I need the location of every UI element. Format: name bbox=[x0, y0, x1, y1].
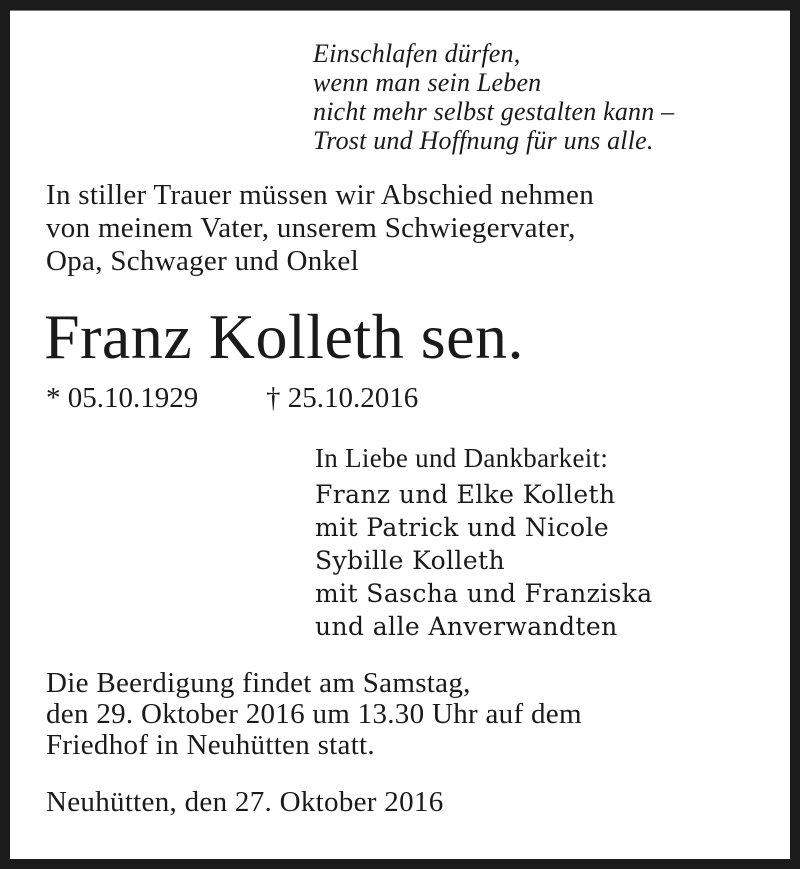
dateline: Neuhütten, den 27. Oktober 2016 bbox=[46, 786, 444, 818]
funeral-line: Die Beerdigung findet am Samstag, bbox=[46, 667, 471, 699]
poem-line: Trost und Hoffnung für uns alle. bbox=[313, 126, 654, 155]
funeral-line: den 29. Oktober 2016 um 13.30 Uhr auf dem bbox=[46, 698, 582, 730]
obituary-notice bbox=[10, 10, 790, 859]
intro-line: von meinem Vater, unserem Schwiegervater, bbox=[46, 212, 576, 244]
birth-date: * 05.10.1929 bbox=[46, 382, 199, 414]
mourner-line: mit Sascha und Franziska bbox=[315, 579, 653, 608]
intro-line: In stiller Trauer müssen wir Abschied nehmen bbox=[46, 179, 595, 211]
mourner-line: Franz und Elke Kolleth bbox=[315, 480, 616, 509]
mourners-heading: In Liebe und Dankbarkeit: bbox=[315, 443, 609, 473]
poem-line: wenn man sein Leben bbox=[313, 68, 542, 97]
funeral-line: Friedhof in Neuhütten statt. bbox=[46, 729, 375, 761]
poem-line: nicht mehr selbst gestalten kann – bbox=[313, 97, 675, 126]
death-date: † 25.10.2016 bbox=[266, 382, 419, 414]
mourner-line: mit Patrick und Nicole bbox=[315, 513, 610, 542]
poem-line: Einschlafen dürfen, bbox=[313, 39, 521, 68]
deceased-name: Franz Kolleth sen. bbox=[44, 301, 524, 372]
mourner-line: und alle Anverwandten bbox=[315, 612, 618, 641]
intro-line: Opa, Schwager und Onkel bbox=[46, 245, 359, 277]
mourner-line: Sybille Kolleth bbox=[315, 546, 505, 575]
